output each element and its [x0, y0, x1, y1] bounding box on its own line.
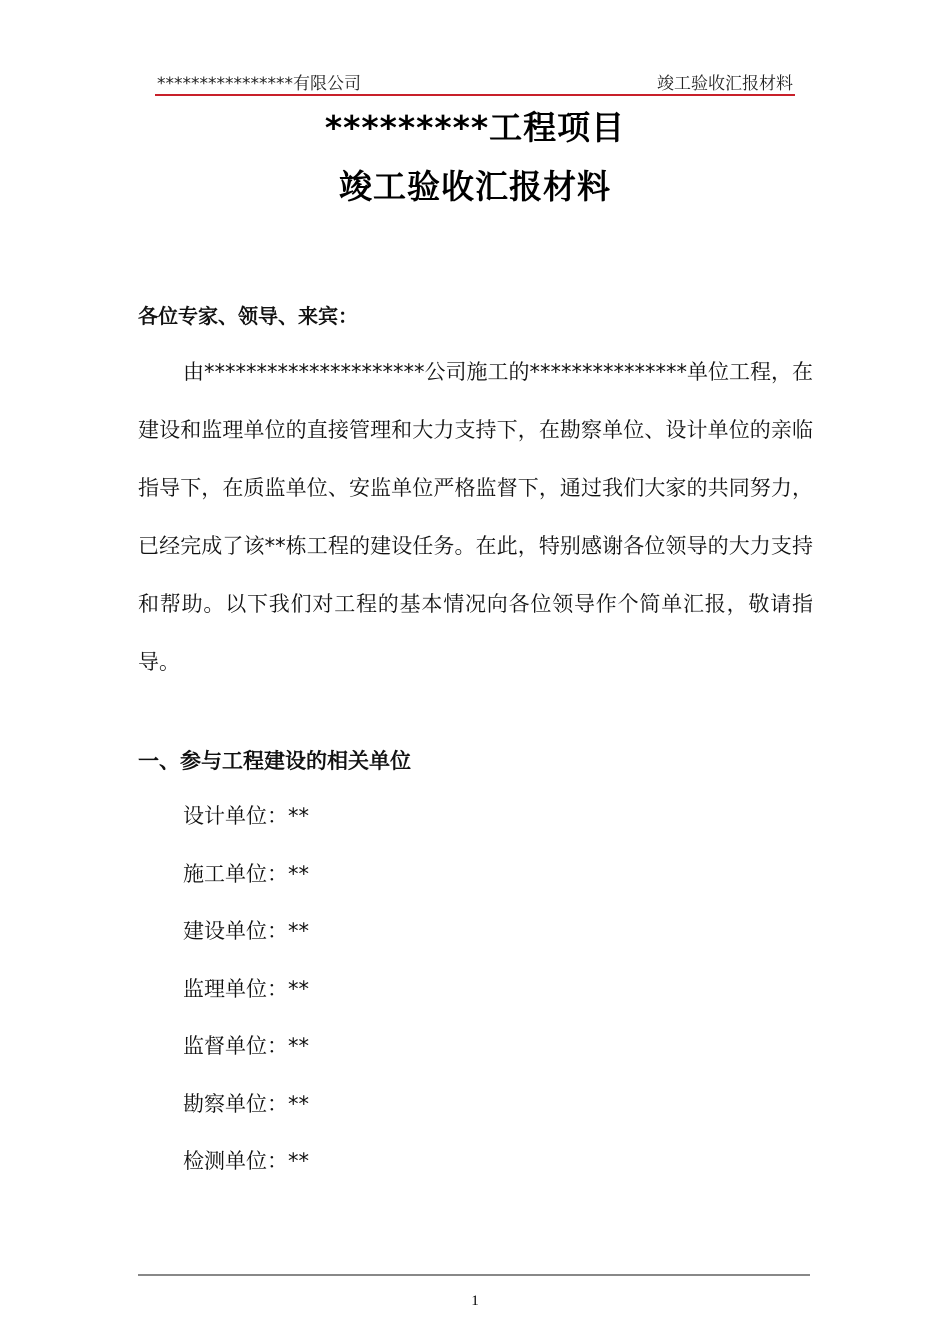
section-heading: 一、参与工程建设的相关单位: [138, 749, 411, 773]
footer-rule: [138, 1274, 810, 1276]
header-rule: [155, 94, 795, 96]
header-doc-title: 竣工验收汇报材料: [657, 74, 793, 94]
list-item: 勘察单位：**: [183, 1091, 309, 1116]
page-number: 1: [471, 1293, 479, 1309]
list-item: 监督单位：**: [183, 1034, 309, 1058]
intro-paragraph: [138, 343, 813, 691]
intro-text: 由*********************公司施工的***************单位工程，在建设和监理单位的直接管理和大力支持下，在勘察单位、设计单位的亲临指导下，在质监单位、安监单位严格监督下，通过我们大家的共同努力，已经完成了该**栋工程的建设任务。在此，特别感谢各位领导的大力支持和帮助。以下我们对工程的基本情况向各位领导作个简单汇报，敬请指导。: [138, 360, 813, 674]
list-item: 设计单位：**: [183, 804, 309, 828]
list-item: 施工单位：**: [183, 861, 309, 886]
list-item: 监理单位：**: [183, 976, 309, 1001]
header-company: ****************有限公司: [157, 74, 361, 94]
title-line-2: 竣工验收汇报材料: [339, 167, 611, 206]
title-line-1: *********工程项目: [324, 108, 626, 147]
list-item: 检测单位：**: [183, 1149, 309, 1173]
list-item: 建设单位：**: [183, 919, 309, 943]
greeting: 各位专家、领导、来宾：: [138, 304, 358, 328]
units-list: [183, 788, 309, 1191]
